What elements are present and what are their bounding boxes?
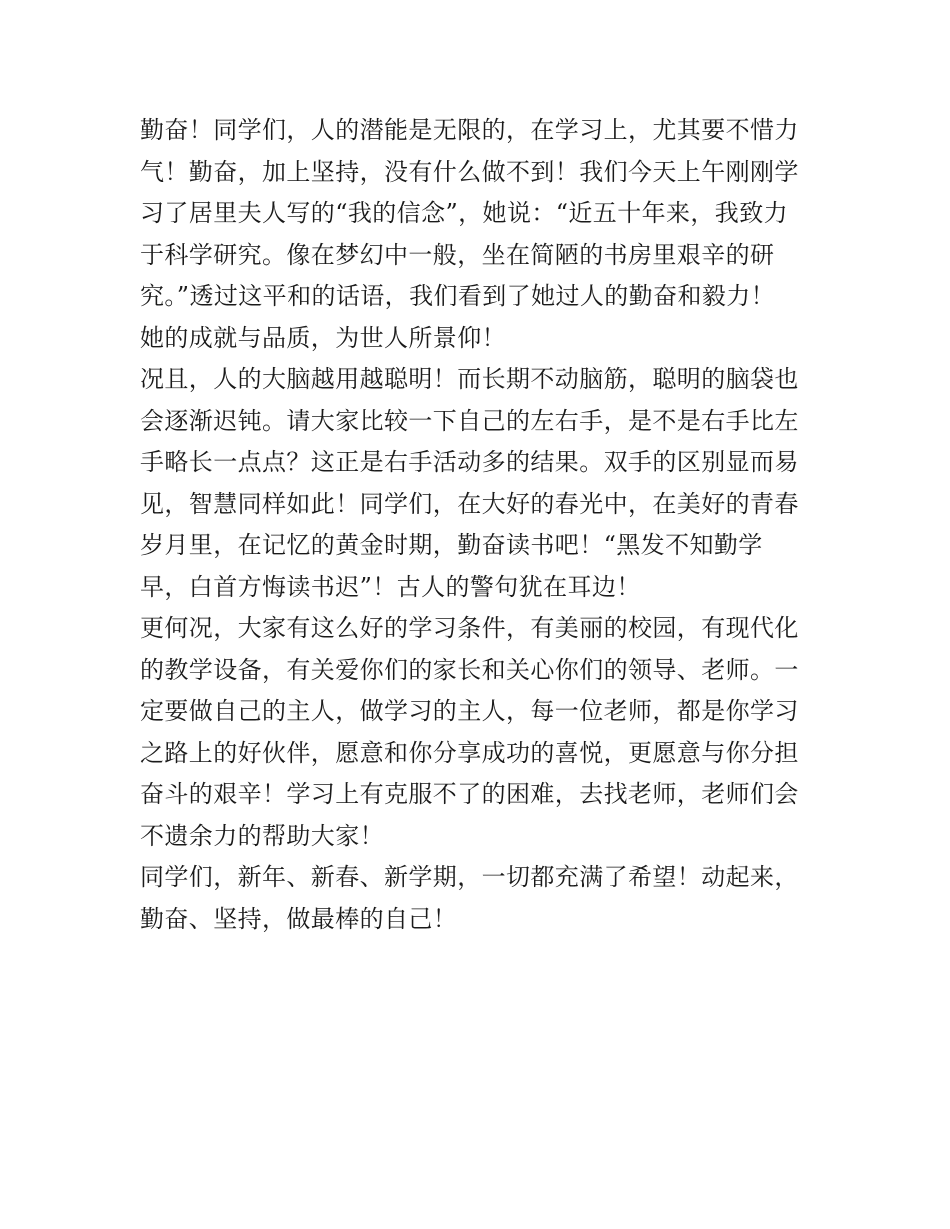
text-line: 更何况，大家有这么好的学习条件，有美丽的校园，有现代化 — [140, 614, 799, 642]
text-line: 岁月里，在记忆的黄金时期，勤奋读书吧！“黑发不知勤学 — [140, 531, 763, 559]
text-line: 况且，人的大脑越用越聪明！而长期不动脑筋，聪明的脑袋也 — [140, 365, 799, 393]
text-line: 勤奋！同学们，人的潜能是无限的，在学习上，尤其要不惜力 — [140, 116, 799, 144]
text-line: 之路上的好伙伴，愿意和你分享成功的喜悦，更愿意与你分担 — [140, 738, 799, 767]
text-line: 她的成就与品质，为世人所景仰！ — [140, 323, 506, 352]
text-line: 于科学研究。像在梦幻中一般，坐在简陋的书房里艰辛的研 — [140, 240, 775, 269]
paragraph-brain — [140, 359, 830, 608]
paragraph-diligence — [140, 110, 830, 359]
document-body — [140, 110, 830, 940]
paragraph-closing — [140, 857, 830, 940]
text-line: 手略长一点点？这正是右手活动多的结果。双手的区别显而易 — [140, 448, 799, 476]
text-line: 不遗余力的帮助大家！ — [140, 821, 384, 850]
text-line: 究。”透过这平和的话语，我们看到了她过人的勤奋和毅力！ — [140, 282, 776, 310]
text-line: 奋斗的艰辛！学习上有克服不了的困难，去找老师，老师们会 — [140, 780, 799, 808]
text-line: 定要做自己的主人，做学习的主人，每一位老师，都是你学习 — [140, 697, 799, 725]
text-line: 见，智慧同样如此！同学们，在大好的春光中，在美好的青春 — [140, 489, 799, 518]
text-line: 会逐渐迟钝。请大家比较一下自己的左右手，是不是右手比左 — [140, 406, 799, 435]
text-line: 气！勤奋，加上坚持，没有什么做不到！我们今天上午刚刚学 — [140, 157, 799, 186]
text-line: 早，白首方悔读书迟”！古人的警句犹在耳边！ — [140, 572, 641, 601]
text-line: 勤奋、坚持，做最棒的自己！ — [140, 904, 458, 933]
paragraph-conditions — [140, 608, 830, 857]
text-line: 同学们，新年、新春、新学期，一切都充满了希望！动起来， — [140, 863, 799, 891]
text-line: 的教学设备，有关爱你们的家长和关心你们的领导、老师。一 — [140, 655, 799, 684]
text-line: 习了居里夫人写的“我的信念”，她说：“近五十年来，我致力 — [140, 199, 789, 227]
